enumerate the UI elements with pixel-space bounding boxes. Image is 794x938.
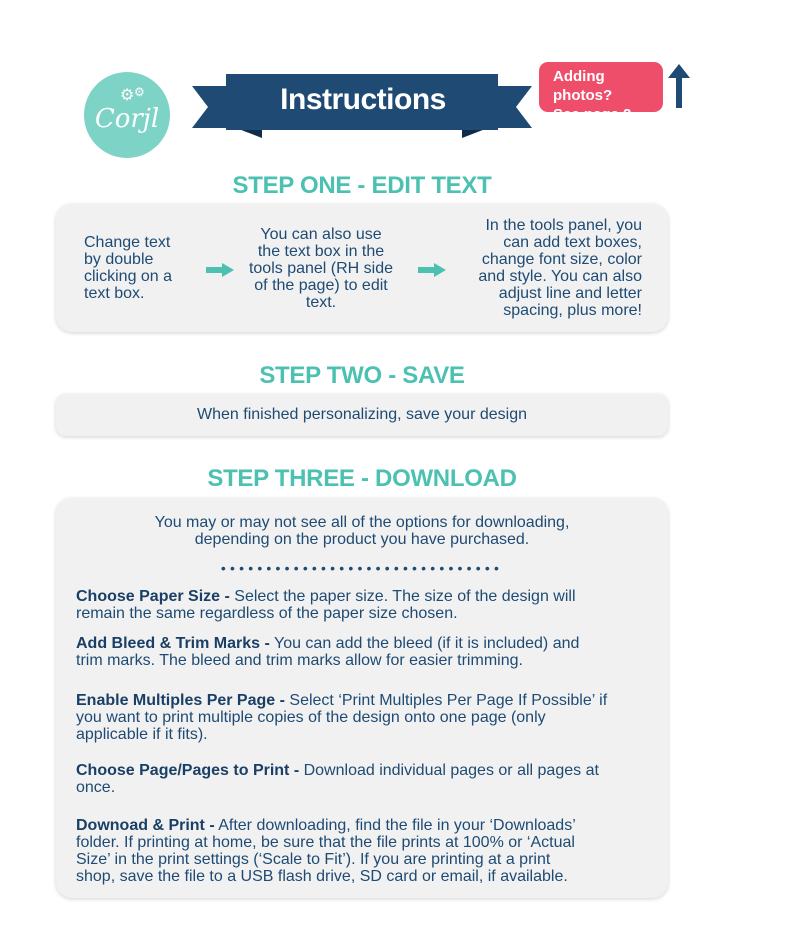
item-title: Downoad & Print - bbox=[76, 817, 215, 834]
instruction-item bbox=[76, 817, 656, 885]
item-title: Choose Paper Size - bbox=[76, 588, 230, 605]
text-line: once. bbox=[76, 779, 116, 796]
text-line: applicable if it fits). bbox=[76, 726, 208, 743]
instruction-item bbox=[76, 692, 656, 743]
gear-icon: ⚙ bbox=[120, 87, 135, 104]
text-line: of the page) to edit bbox=[254, 277, 388, 294]
text-line: You can add the bleed (if it is included) and bbox=[269, 635, 580, 652]
text-line: depending on the product you have purchased. bbox=[194, 531, 530, 548]
arrow-right-icon bbox=[418, 263, 446, 277]
page-title: Instructions bbox=[280, 83, 446, 116]
text-line: tools panel (RH side bbox=[248, 260, 394, 277]
arrow-right-icon bbox=[206, 263, 234, 277]
text-line: by double bbox=[84, 251, 154, 268]
text-line: Select the paper size. The size of the design will bbox=[229, 588, 576, 605]
text-line: spacing, plus more! bbox=[503, 302, 642, 319]
item-title: Add Bleed & Trim Marks - bbox=[76, 635, 270, 652]
text-line: Select ‘Print Multiples Per Page If Possible’ if bbox=[284, 692, 608, 709]
step-one-col2 bbox=[238, 226, 404, 311]
step-one-col1 bbox=[84, 234, 204, 302]
arrow-up-icon bbox=[668, 64, 690, 108]
text-line: text. bbox=[305, 294, 337, 311]
text-line: shop, save the file to a USB flash drive, SD card or email, if available. bbox=[76, 868, 568, 885]
text-line: In the tools panel, you bbox=[485, 217, 642, 234]
item-title: Choose Page/Pages to Print - bbox=[76, 762, 300, 779]
text-line: folder. If printing at home, be sure that the file prints at 100% or ‘Actual bbox=[76, 834, 575, 851]
corjl-logo bbox=[84, 72, 170, 158]
text-line: Size’ in the print settings (‘Scale to Fit’). If you are printing at a print bbox=[76, 851, 551, 868]
step-three-heading: STEP THREE - DOWNLOAD bbox=[207, 465, 517, 492]
text-line: adjust line and letter bbox=[498, 285, 642, 302]
text-line: text box. bbox=[84, 285, 145, 302]
callout-line-1: Adding photos? bbox=[553, 68, 613, 104]
instruction-item bbox=[76, 588, 656, 622]
text-line: Change text bbox=[84, 234, 171, 251]
step-three-intro bbox=[56, 514, 668, 548]
step-two-heading: STEP TWO - SAVE bbox=[259, 362, 465, 389]
callout-line-2: See page 2. bbox=[553, 106, 636, 123]
adding-photos-callout bbox=[539, 62, 663, 123]
step-one-heading: STEP ONE - EDIT TEXT bbox=[232, 172, 492, 199]
text-line: Download individual pages or all pages at bbox=[299, 762, 599, 779]
text-line: change font size, color bbox=[481, 251, 642, 268]
step-one-col3 bbox=[452, 217, 642, 319]
text-line: After downloading, find the file in your ‘Downloads’ bbox=[214, 817, 576, 834]
text-line: you want to print multiple copies of the design onto one page (only bbox=[76, 709, 546, 726]
instruction-item bbox=[76, 762, 656, 796]
text-line: can add text boxes, bbox=[503, 234, 642, 251]
item-title: Enable Multiples Per Page - bbox=[76, 692, 285, 709]
text-line: You can also use bbox=[260, 226, 382, 243]
text-line: trim marks. The bleed and trim marks allow for easier trimming. bbox=[76, 652, 523, 669]
instruction-item bbox=[76, 635, 656, 669]
text-line: clicking on a bbox=[84, 268, 173, 285]
text-line: the text box in the bbox=[257, 243, 385, 260]
text-line: You may or may not see all of the options for downloading, bbox=[154, 514, 570, 531]
text-line: and style. You can also bbox=[478, 268, 642, 285]
step-two-text: When finished personalizing, save your design bbox=[197, 406, 527, 423]
logo-text: Corjl bbox=[94, 104, 160, 134]
dotted-divider: ••••••••••••••••••••••••••••••• bbox=[220, 560, 504, 576]
gear-icon: ⚙ bbox=[134, 85, 145, 99]
text-line: remain the same regardless of the paper size chosen. bbox=[76, 605, 458, 622]
